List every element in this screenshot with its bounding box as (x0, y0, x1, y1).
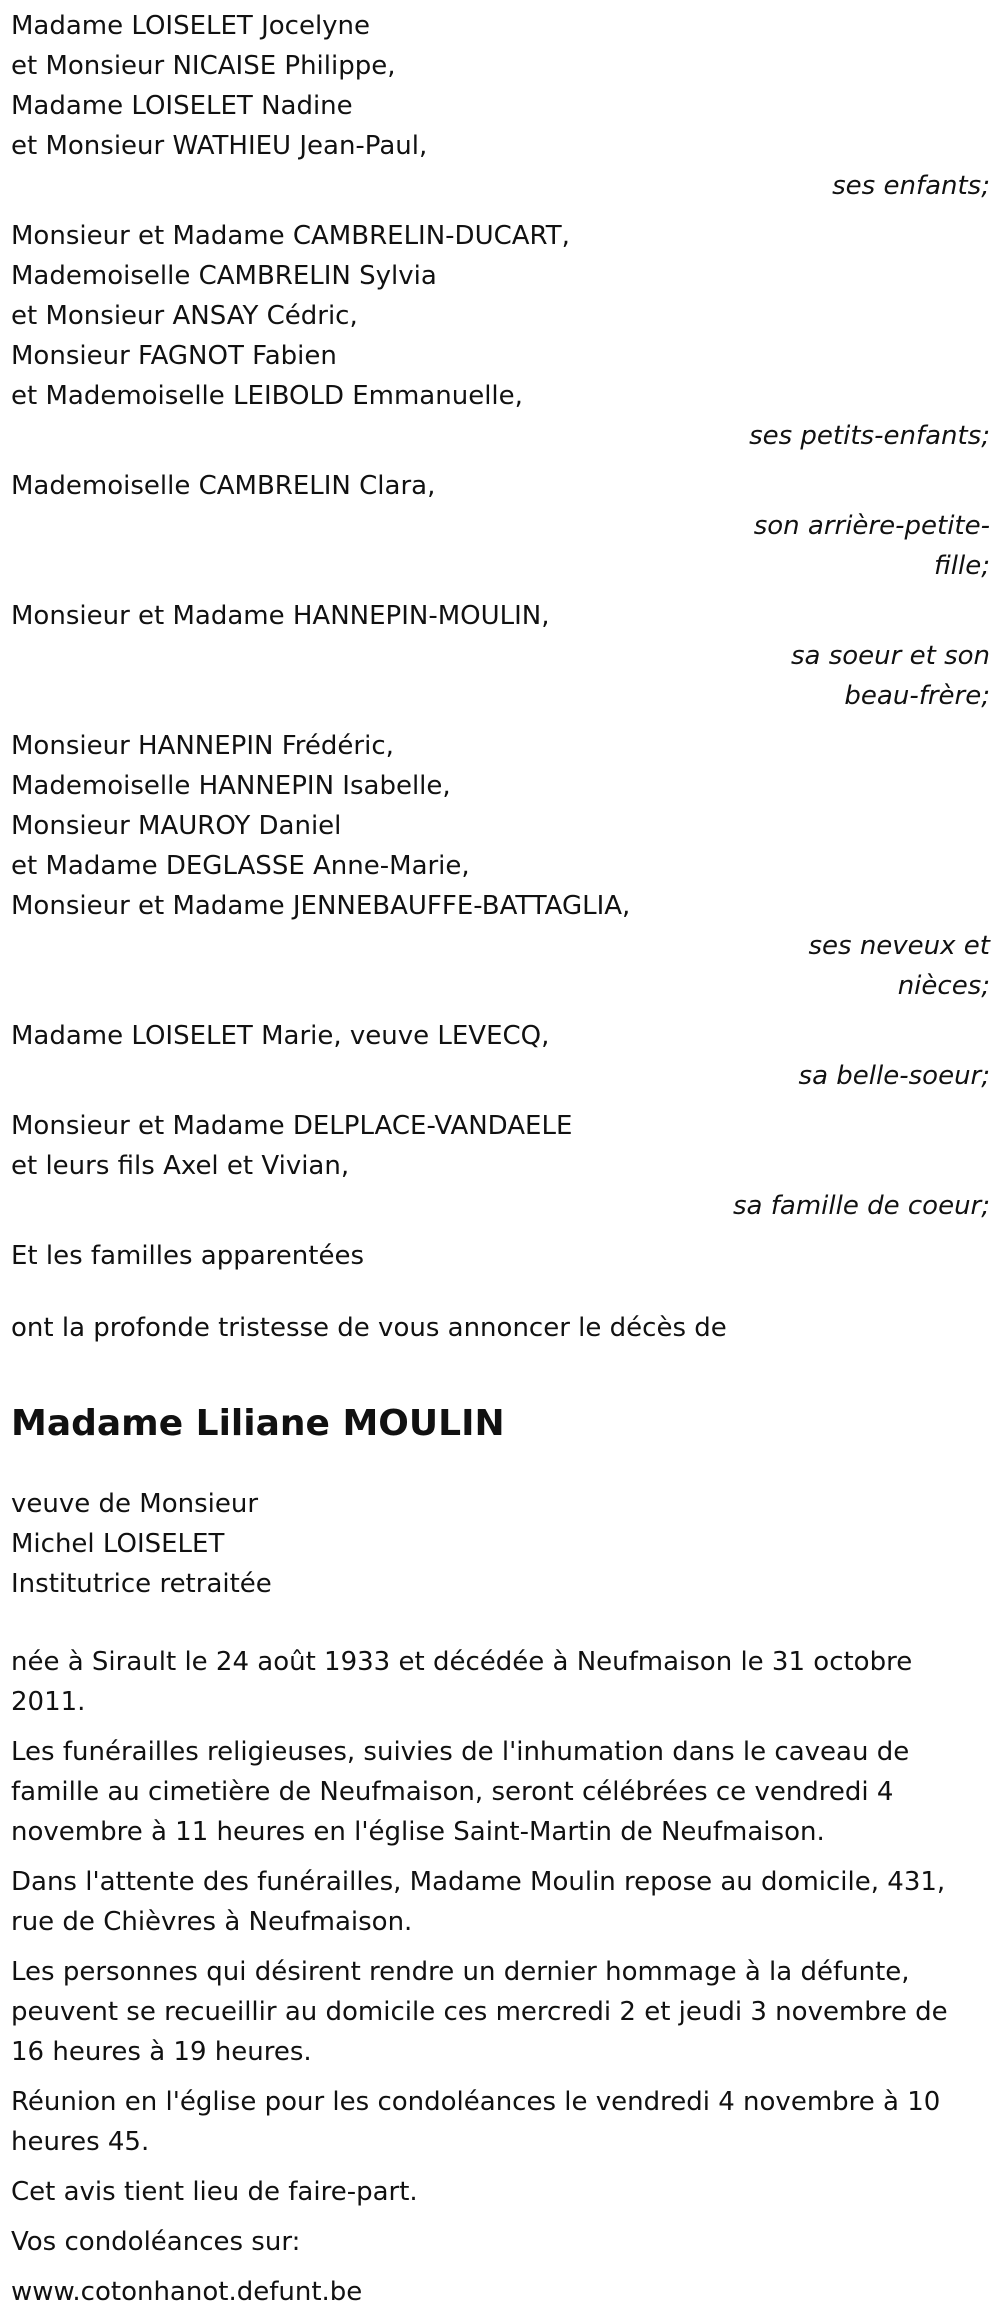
family-line: Madame LOISELET Marie, veuve LEVECQ, (11, 1021, 550, 1051)
birth-death-dates: née à Sirault le 24 août 1933 et décédée à Neufmaison le 31 octobre 2011. (11, 1647, 913, 1717)
rest-location: Dans l'attente des funérailles, Madame Moulin repose au domicile, 431, rue de Chièvres à Neufmaison. (11, 1867, 946, 1937)
family-line: Monsieur MAUROY Daniel (11, 811, 342, 841)
deceased-name: Madame Liliane MOULIN (11, 1403, 505, 1444)
family-line: Monsieur HANNEPIN Frédéric, (11, 731, 394, 761)
family-line: et Monsieur NICAISE Philippe, (11, 51, 396, 81)
family-line: Monsieur et Madame JENNEBAUFFE-BATTAGLIA, (11, 891, 631, 921)
families-line-group (11, 1236, 990, 1276)
family-line: Mademoiselle CAMBRELIN Sylvia (11, 261, 437, 291)
relation-label: son arrière-petite-fille; (753, 511, 990, 581)
relation-label: sa soeur et son beau-frère; (790, 641, 990, 711)
family-group-nephews (11, 726, 990, 1006)
family-line: et Monsieur WATHIEU Jean-Paul, (11, 131, 428, 161)
family-group-great-grandchild (11, 466, 990, 586)
visiting-hours: Les personnes qui désirent rendre un dernier hommage à la défunte, peuvent se recueillir au domicile ces mercredi 2 et jeudi 3 novembre de 16 heures à 19 heures. (11, 1957, 948, 2067)
family-group-sister-in-law (11, 1016, 990, 1096)
family-group-sister (11, 596, 990, 716)
family-group-grandchildren (11, 216, 990, 456)
family-line: Mademoiselle HANNEPIN Isabelle, (11, 771, 451, 801)
family-line: et Monsieur ANSAY Cédric, (11, 301, 358, 331)
detail-line: Institutrice retraitée (11, 1569, 272, 1599)
families-line: Et les familles apparentées (11, 1241, 365, 1271)
funeral-info: Les funérailles religieuses, suivies de l'inhumation dans le caveau de famille au cimetière de Neufmaison, seront célébrées ce vendredi 4 novembre à 11 heures en l'église Saint-Martin de Neufmaison. (11, 1737, 910, 1847)
family-line: Monsieur FAGNOT Fabien (11, 341, 337, 371)
family-group-heart-family (11, 1106, 990, 1226)
relation-label: ses enfants; (832, 171, 990, 201)
deceased-details (11, 1484, 990, 1604)
detail-line: Michel LOISELET (11, 1529, 225, 1559)
family-line: et Mademoiselle LEIBOLD Emmanuelle, (11, 381, 523, 411)
family-line: Madame LOISELET Nadine (11, 91, 353, 121)
detail-line: veuve de Monsieur (11, 1489, 259, 1519)
relation-label: ses neveux et nièces; (808, 931, 990, 1001)
family-group-children (11, 6, 990, 206)
condolences-label: Vos condoléances sur: (11, 2227, 301, 2257)
condolences-link[interactable]: www.cotonhanot.defunt.be (11, 2277, 363, 2307)
relation-label: sa belle-soeur; (798, 1061, 990, 1091)
family-line: et Madame DEGLASSE Anne-Marie, (11, 851, 470, 881)
family-line: Mademoiselle CAMBRELIN Clara, (11, 471, 436, 501)
announcement-text: ont la profonde tristesse de vous annoncer le décès de (11, 1313, 727, 1343)
family-line: Monsieur et Madame DELPLACE-VANDAELE (11, 1111, 573, 1141)
condolence-meeting: Réunion en l'église pour les condoléances le vendredi 4 novembre à 10 heures 45. (11, 2087, 941, 2157)
notice-statement: Cet avis tient lieu de faire-part. (11, 2177, 418, 2207)
family-line: Monsieur et Madame HANNEPIN-MOULIN, (11, 601, 550, 631)
family-line: et leurs fils Axel et Vivian, (11, 1151, 350, 1181)
family-line: Monsieur et Madame CAMBRELIN-DUCART, (11, 221, 570, 251)
relation-label: sa famille de coeur; (733, 1191, 990, 1221)
relation-label: ses petits-enfants; (749, 421, 990, 451)
family-line: Madame LOISELET Jocelyne (11, 11, 371, 41)
